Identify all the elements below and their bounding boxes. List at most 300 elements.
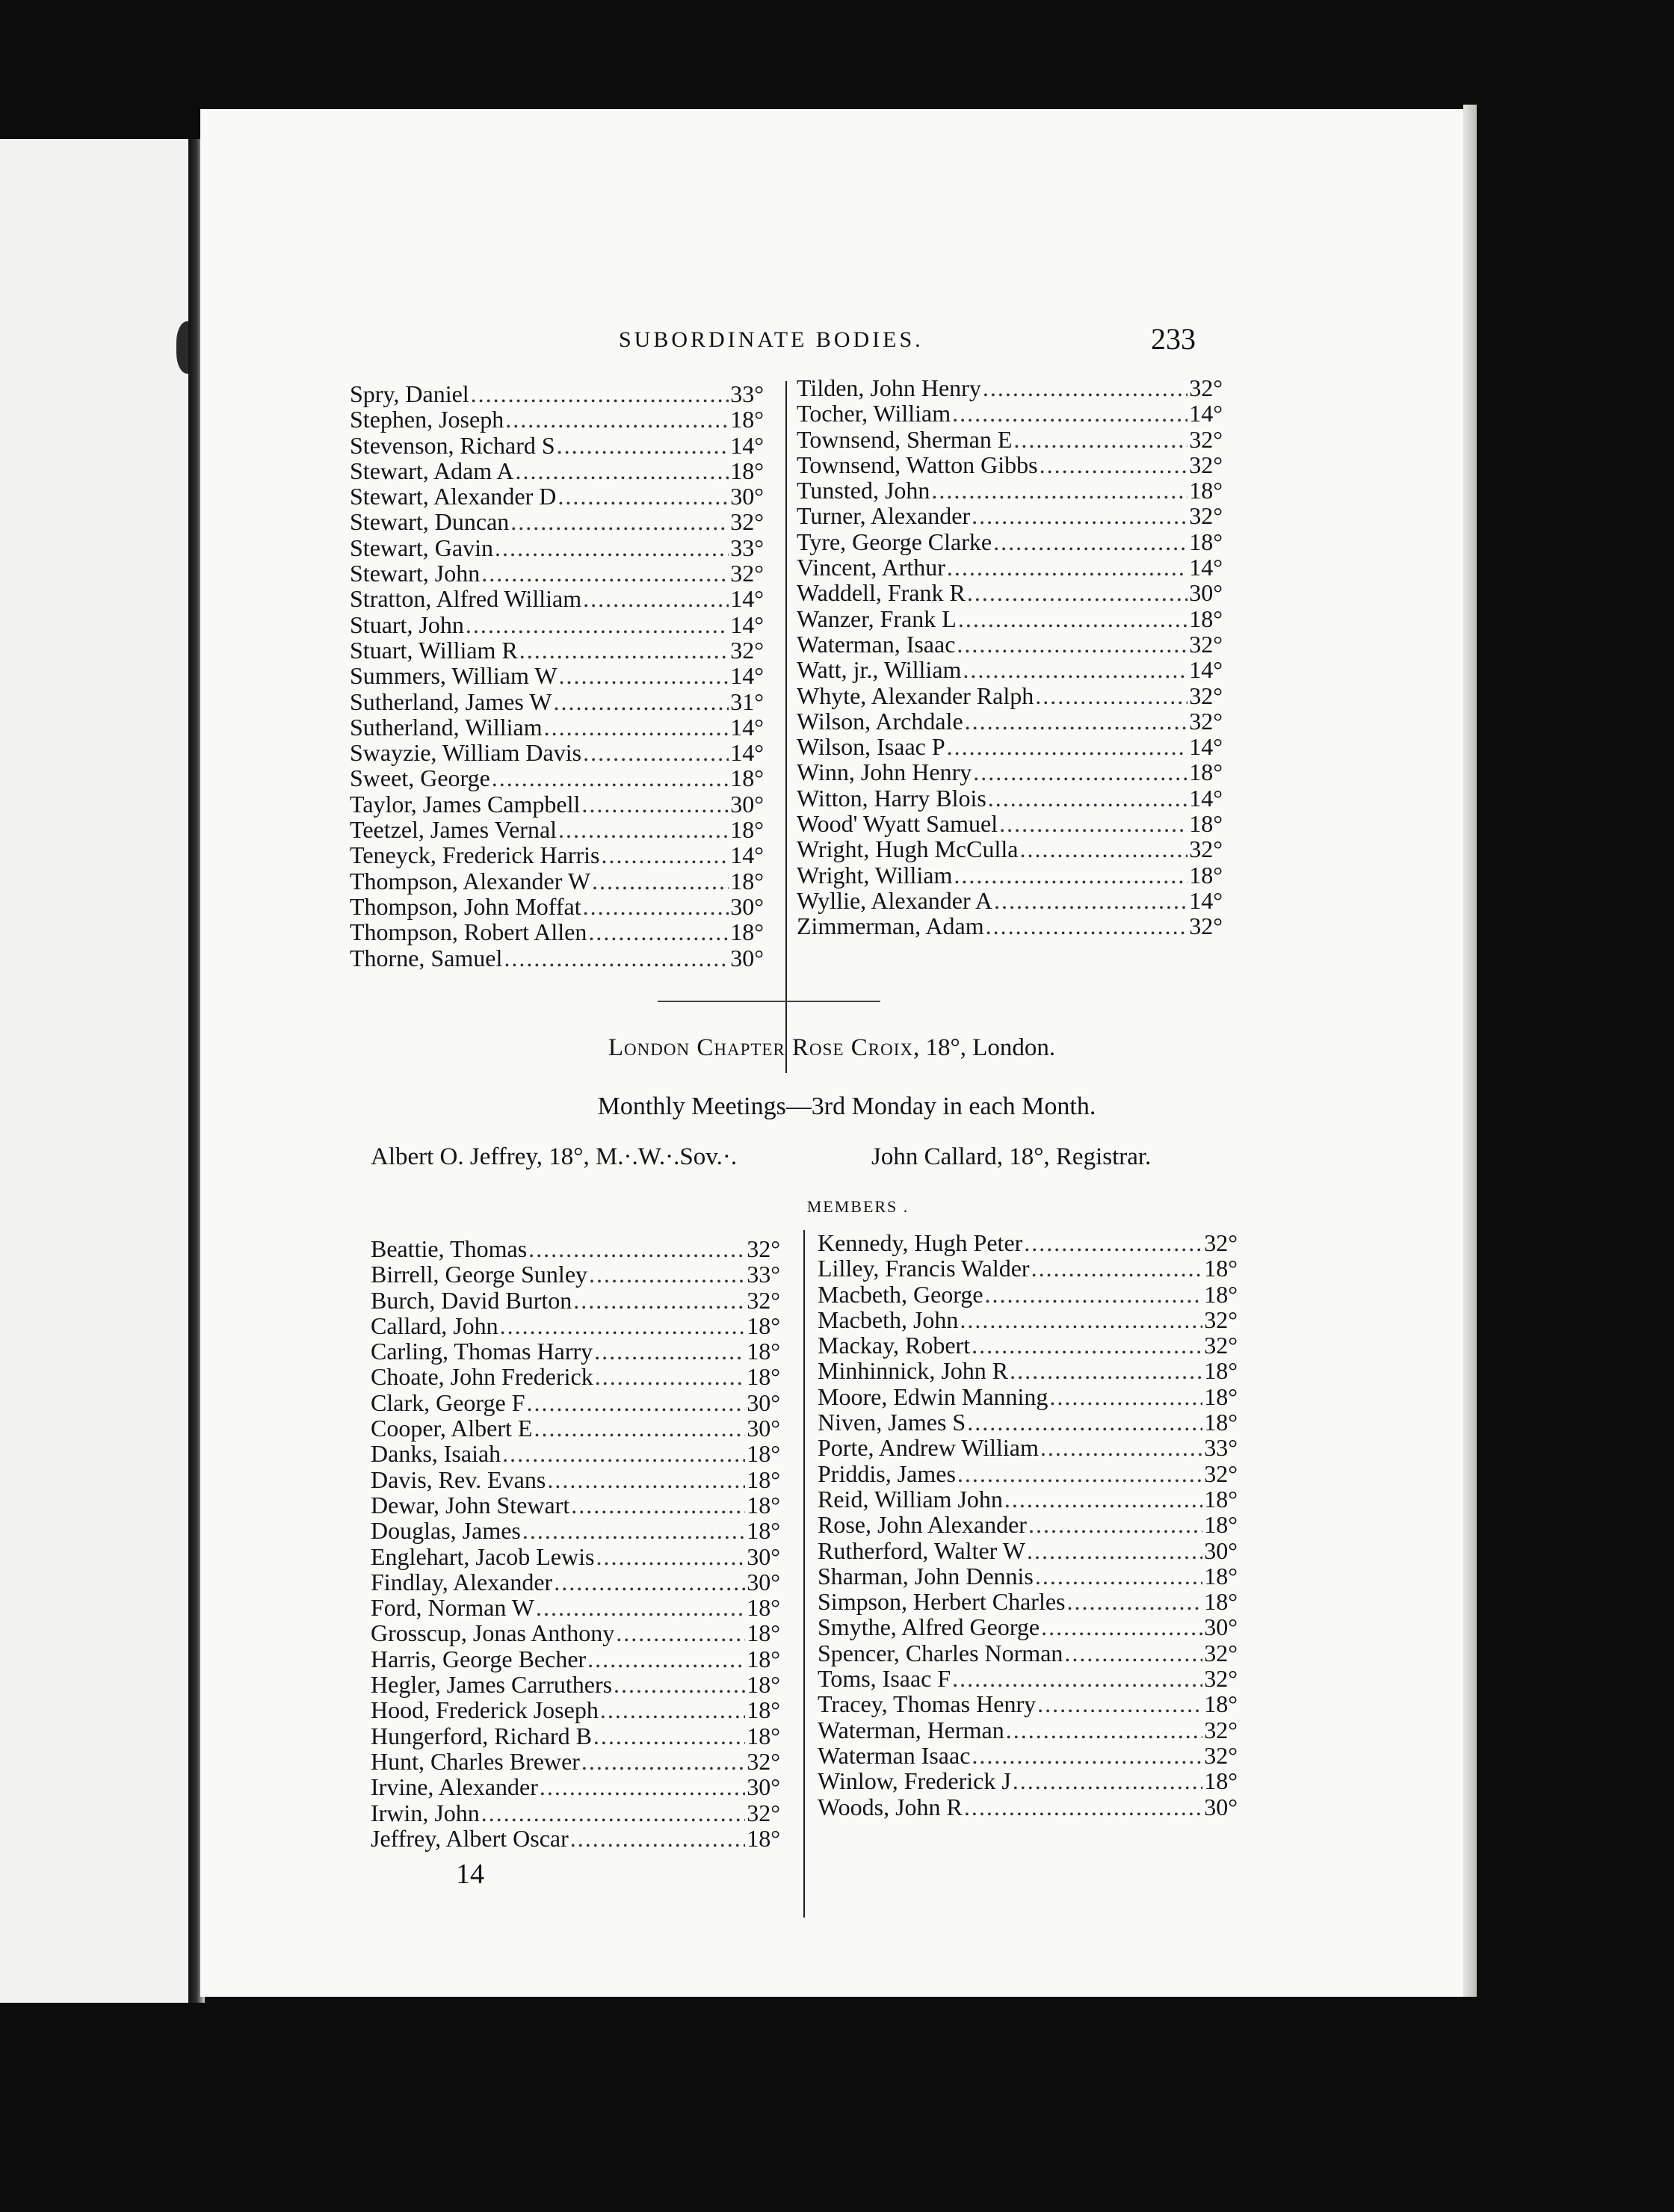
members-list-right [797, 375, 1223, 939]
chapter-degree-location: , 18°, London. [913, 1034, 1056, 1061]
member-entry [818, 1614, 1238, 1640]
member-degree: 30° [1204, 1536, 1238, 1564]
member-entry [818, 1461, 1238, 1486]
member-entry [818, 1794, 1238, 1820]
member-degree: 18° [730, 918, 764, 946]
member-entry [818, 1282, 1238, 1307]
member-degree: 30° [747, 1542, 780, 1570]
member-entry [818, 1538, 1238, 1563]
column-divider [803, 1230, 805, 1918]
dot-leader [581, 791, 729, 817]
dot-leader [958, 606, 1187, 631]
dot-leader [1040, 452, 1188, 478]
dot-leader [583, 740, 729, 765]
member-degree: 18° [747, 1696, 780, 1724]
member-degree: 18° [747, 1517, 780, 1545]
officer-registrar: John Callard, 18°, Registrar. [871, 1143, 1152, 1170]
member-entry [797, 683, 1223, 708]
member-entry [818, 1358, 1238, 1383]
member-degree: 14° [730, 841, 764, 869]
member-name: Priddis, James [818, 1459, 956, 1487]
dot-leader [957, 1461, 1202, 1486]
member-entry [371, 1672, 780, 1697]
member-name: Tracey, Thomas Henry [818, 1690, 1037, 1718]
dot-leader [595, 1364, 746, 1389]
member-entry [818, 1512, 1238, 1537]
member-degree: 18° [1189, 605, 1223, 632]
member-degree: 18° [730, 764, 764, 792]
member-entry [797, 862, 1223, 888]
dot-leader [1019, 836, 1187, 862]
member-entry [818, 1640, 1238, 1666]
dot-leader [558, 484, 729, 509]
dot-leader [519, 637, 729, 663]
member-entry [818, 1486, 1238, 1512]
member-name: Harris, George Becher [371, 1645, 587, 1672]
dot-leader [1027, 1538, 1202, 1563]
member-entry [797, 427, 1223, 452]
member-name: Macbeth, George [818, 1280, 983, 1308]
member-entry [818, 1589, 1238, 1614]
member-entry [797, 478, 1223, 503]
member-degree: 30° [747, 1388, 780, 1416]
member-degree: 32° [747, 1235, 780, 1262]
dot-leader [1041, 1614, 1202, 1640]
member-name: Stewart, John [350, 560, 481, 587]
dot-leader [581, 1749, 745, 1774]
dot-leader [967, 1409, 1202, 1435]
member-name: Hunt, Charles Brewer [371, 1747, 580, 1775]
member-entry [797, 759, 1223, 785]
member-entry [797, 503, 1223, 528]
member-degree: 18° [1204, 1409, 1238, 1436]
member-entry [818, 1743, 1238, 1768]
member-degree: 30° [747, 1568, 780, 1595]
member-degree: 32° [1189, 707, 1223, 735]
member-degree: 18° [1204, 1690, 1238, 1718]
member-name: Townsend, Sherman E [797, 425, 1013, 453]
member-degree: 18° [730, 457, 764, 484]
member-degree: 18° [747, 1491, 780, 1519]
member-entry [350, 535, 764, 560]
member-name: Reid, William John [818, 1485, 1003, 1513]
member-name: Winlow, Frederick J [818, 1767, 1011, 1795]
member-entry [350, 663, 764, 688]
member-name: Taylor, James Campbell [350, 790, 581, 818]
member-name: Irvine, Alexander [371, 1773, 538, 1801]
member-degree: 18° [1204, 1357, 1238, 1385]
member-name: Moore, Edwin Manning [818, 1382, 1048, 1410]
member-name: Grosscup, Jonas Anthony [371, 1619, 615, 1647]
member-entry [818, 1307, 1238, 1332]
dot-leader [972, 1332, 1202, 1358]
member-name: Thorne, Samuel [350, 944, 503, 971]
member-name: Kennedy, Hugh Peter [818, 1229, 1023, 1256]
member-degree: 18° [1189, 861, 1223, 889]
member-entry [350, 484, 764, 509]
member-name: Swayzie, William Davis [350, 739, 582, 767]
member-entry [797, 657, 1223, 682]
dot-leader [602, 842, 729, 868]
member-entry [371, 1826, 780, 1851]
member-name: Waterman Isaac [818, 1741, 971, 1769]
dot-leader [466, 612, 729, 637]
member-name: Thompson, Alexander W [350, 867, 591, 895]
member-degree: 18° [1204, 1485, 1238, 1513]
member-name: Simpson, Herbert Charles [818, 1588, 1066, 1616]
member-degree: 18° [1204, 1255, 1238, 1282]
member-name: Sharman, John Dennis [818, 1562, 1034, 1590]
member-degree: 32° [1189, 912, 1223, 940]
dot-leader [999, 811, 1187, 836]
member-entry [371, 1749, 780, 1774]
member-name: Stratton, Alfred William [350, 585, 582, 613]
dot-leader [972, 1743, 1202, 1768]
member-name: Whyte, Alexander Ralph [797, 682, 1034, 709]
member-degree: 32° [747, 1747, 780, 1775]
member-degree: 14° [1189, 733, 1223, 761]
member-name: Stevenson, Richard S [350, 431, 555, 459]
dot-leader [614, 1672, 745, 1697]
member-name: Woods, John R [818, 1793, 963, 1820]
member-degree: 32° [730, 560, 764, 587]
member-degree: 18° [747, 1645, 780, 1672]
signature-mark: 14 [456, 1859, 484, 1890]
member-degree: 18° [1189, 528, 1223, 555]
member-degree: 14° [730, 662, 764, 690]
dot-leader [1006, 1717, 1202, 1743]
member-entry [371, 1415, 780, 1441]
member-entry [350, 612, 764, 637]
member-name: Carling, Thomas Harry [371, 1338, 593, 1365]
member-name: Teneyck, Frederick Harris [350, 841, 600, 869]
member-degree: 14° [730, 585, 764, 613]
member-entry [818, 1255, 1238, 1281]
member-entry [797, 811, 1223, 836]
member-entry [797, 375, 1223, 401]
meeting-schedule: Monthly Meetings—3rd Monday in each Month. [597, 1093, 1096, 1120]
member-name: Spencer, Charles Norman [818, 1639, 1063, 1666]
member-entry [371, 1467, 780, 1492]
member-name: Jeffrey, Albert Oscar [371, 1824, 569, 1852]
dot-leader [522, 1518, 745, 1543]
member-entry [350, 509, 764, 534]
dot-leader [495, 535, 729, 560]
column-divider [785, 381, 787, 1073]
member-entry [818, 1563, 1238, 1589]
dot-leader [947, 734, 1188, 759]
member-name: Stephen, Joseph [350, 406, 504, 433]
member-entry [371, 1800, 780, 1826]
member-name: Dewar, John Stewart [371, 1491, 570, 1519]
member-entry [350, 919, 764, 945]
dot-leader [1010, 1358, 1202, 1383]
dot-leader [957, 631, 1187, 657]
member-name: Clark, George F [371, 1388, 525, 1416]
member-entry [797, 734, 1223, 759]
member-entry [797, 606, 1223, 631]
dot-leader [500, 1313, 746, 1338]
dot-leader [1013, 1768, 1202, 1794]
members-heading: MEMBERS . [806, 1197, 909, 1216]
member-entry [797, 580, 1223, 605]
dot-leader [1013, 427, 1187, 452]
member-entry [371, 1441, 780, 1466]
dot-leader [557, 433, 729, 458]
member-entry [371, 1595, 780, 1620]
member-degree: 18° [730, 867, 764, 895]
member-degree: 30° [730, 483, 764, 510]
dot-leader [988, 785, 1187, 811]
member-degree: 32° [1189, 835, 1223, 863]
dot-leader [571, 1492, 745, 1518]
member-entry [818, 1768, 1238, 1794]
member-degree: 32° [730, 508, 764, 536]
dot-leader [931, 478, 1187, 503]
member-entry [371, 1236, 780, 1261]
member-name: Winn, John Henry [797, 759, 972, 786]
member-entry [371, 1313, 780, 1338]
member-degree: 32° [1204, 1639, 1238, 1666]
member-degree: 32° [747, 1799, 780, 1826]
dot-leader [502, 1441, 745, 1466]
member-entry [350, 458, 764, 484]
member-name: Englehart, Jacob Lewis [371, 1542, 595, 1570]
dot-leader [994, 888, 1187, 913]
member-name: Zimmerman, Adam [797, 912, 984, 940]
member-degree: 33° [747, 1261, 780, 1288]
member-degree: 14° [730, 739, 764, 767]
member-degree: 14° [1189, 656, 1223, 684]
chapter-title [200, 1034, 1463, 1062]
member-degree: 18° [1189, 477, 1223, 504]
member-entry [371, 1646, 780, 1672]
member-name: Wood' Wyatt Samuel [797, 810, 998, 838]
member-name: Choate, John Frederick [371, 1363, 593, 1391]
member-entry [371, 1338, 780, 1364]
member-entry [818, 1717, 1238, 1743]
member-entry [350, 689, 764, 714]
member-entry [350, 381, 764, 407]
member-name: Waterman, Herman [818, 1716, 1004, 1743]
member-name: Wright, William [797, 861, 953, 889]
dot-leader [1031, 1255, 1203, 1281]
member-name: Callard, John [371, 1312, 498, 1339]
member-name: Wanzer, Frank L [797, 605, 957, 632]
officer-sovereign: Albert O. Jeffrey, 18°, M.·.W.·.Sov.·. [371, 1143, 738, 1170]
member-degree: 30° [730, 892, 764, 920]
member-degree: 32° [1204, 1665, 1238, 1693]
member-entry [350, 868, 764, 894]
member-degree: 32° [747, 1286, 780, 1314]
member-name: Hood, Frederick Joseph [371, 1696, 599, 1724]
member-name: Townsend, Watton Gibbs [797, 451, 1038, 478]
page-edge [1463, 105, 1477, 1997]
member-degree: 30° [1189, 579, 1223, 607]
member-degree: 30° [730, 944, 764, 971]
member-entry [797, 888, 1223, 913]
member-entry [797, 913, 1223, 939]
member-name: Minhinnick, John R [818, 1357, 1009, 1385]
dot-leader [1049, 1384, 1202, 1409]
member-entry [818, 1435, 1238, 1460]
member-degree: 32° [1189, 425, 1223, 453]
member-name: Spry, Daniel [350, 380, 469, 407]
member-entry [350, 586, 764, 611]
member-name: Danks, Isaiah [371, 1440, 501, 1468]
member-name: Porte, Andrew William [818, 1434, 1039, 1462]
member-name: Cooper, Albert E [371, 1415, 533, 1442]
dot-leader [954, 862, 1187, 888]
dot-leader [1024, 1230, 1202, 1255]
dot-leader [554, 1569, 745, 1595]
chapter-members-right [818, 1230, 1238, 1820]
member-entry [350, 842, 764, 868]
member-degree: 14° [730, 431, 764, 459]
member-entry [350, 945, 764, 971]
member-name: Wilson, Isaac P [797, 733, 945, 761]
running-title: SUBORDINATE BODIES. [619, 327, 924, 352]
member-name: Teetzel, James Vernal [350, 816, 558, 844]
dot-leader [559, 663, 729, 688]
dot-leader [471, 381, 729, 407]
member-name: Rutherford, Walter W [818, 1536, 1025, 1564]
members-list-left [350, 381, 764, 971]
member-entry [371, 1261, 780, 1287]
member-name: Wyllie, Alexander A [797, 886, 992, 914]
member-degree: 33° [730, 380, 764, 407]
dot-leader [481, 560, 729, 586]
member-degree: 32° [1204, 1332, 1238, 1359]
member-entry [350, 433, 764, 458]
member-name: Witton, Harry Blois [797, 784, 986, 812]
dot-leader [973, 759, 1187, 785]
member-entry [371, 1492, 780, 1518]
dot-leader [588, 919, 729, 945]
dot-leader [592, 868, 729, 894]
member-entry [371, 1723, 780, 1749]
member-entry [371, 1390, 780, 1415]
page-number: 233 [1151, 322, 1196, 356]
dot-leader [596, 1544, 745, 1569]
member-degree: 32° [1204, 1741, 1238, 1769]
member-entry [371, 1569, 780, 1595]
dot-leader [481, 1800, 745, 1826]
member-entry [350, 714, 764, 740]
member-degree: 33° [730, 534, 764, 561]
member-entry [818, 1384, 1238, 1409]
member-name: Rose, John Alexander [818, 1511, 1027, 1539]
member-name: Summers, William W [350, 662, 558, 690]
member-entry [818, 1409, 1238, 1435]
dot-leader [583, 586, 729, 611]
member-degree: 14° [1189, 400, 1223, 427]
member-name: Tocher, William [797, 400, 951, 427]
member-entry [350, 817, 764, 842]
dot-leader [985, 1282, 1203, 1307]
dot-leader [963, 657, 1187, 682]
member-name: Vincent, Arthur [797, 554, 945, 581]
dot-leader [952, 401, 1187, 426]
member-degree: 32° [730, 636, 764, 664]
member-entry [350, 740, 764, 765]
member-degree: 18° [747, 1722, 780, 1749]
member-name: Tilden, John Henry [797, 374, 981, 401]
member-entry [797, 785, 1223, 811]
member-name: Sutherland, William [350, 713, 543, 741]
member-degree: 18° [1204, 1511, 1238, 1539]
member-name: Sutherland, James W [350, 688, 552, 715]
dot-leader [972, 503, 1187, 528]
dot-leader [505, 407, 729, 432]
member-name: Smythe, Alfred George [818, 1613, 1040, 1641]
dot-leader [553, 689, 729, 714]
member-name: Mackay, Robert [818, 1332, 971, 1359]
dot-leader [526, 1390, 745, 1415]
member-entry [371, 1518, 780, 1543]
member-degree: 30° [730, 790, 764, 818]
member-name: Burch, David Burton [371, 1286, 572, 1314]
member-entry [818, 1230, 1238, 1255]
chapter-name: London Chapter Rose Croix [608, 1034, 913, 1061]
dot-leader [1028, 1512, 1202, 1537]
member-degree: 18° [747, 1440, 780, 1468]
member-entry [350, 637, 764, 663]
member-name: Wilson, Archdale [797, 707, 963, 735]
member-name: Findlay, Alexander [371, 1568, 553, 1595]
dot-leader [504, 945, 729, 971]
member-name: Tyre, George Clarke [797, 528, 992, 555]
dot-leader [993, 529, 1187, 554]
member-degree: 18° [747, 1671, 780, 1699]
member-entry [350, 560, 764, 586]
dot-leader [536, 1595, 745, 1620]
dot-leader [1037, 1691, 1202, 1717]
member-degree: 18° [747, 1465, 780, 1493]
member-entry [797, 836, 1223, 862]
member-entry [797, 529, 1223, 554]
member-degree: 18° [747, 1338, 780, 1365]
member-degree: 30° [1204, 1793, 1238, 1820]
member-name: Stewart, Duncan [350, 508, 510, 536]
member-entry [818, 1332, 1238, 1358]
dot-leader [1035, 683, 1187, 708]
member-degree: 18° [1204, 1767, 1238, 1795]
dot-leader [983, 375, 1187, 401]
member-name: Davis, Rev. Evans [371, 1465, 546, 1493]
member-degree: 14° [1189, 886, 1223, 914]
member-degree: 18° [1204, 1588, 1238, 1616]
member-degree: 32° [1204, 1229, 1238, 1256]
dot-leader [967, 580, 1187, 605]
member-degree: 18° [747, 1312, 780, 1339]
member-degree: 14° [1189, 784, 1223, 812]
member-entry [371, 1288, 780, 1313]
member-degree: 31° [730, 688, 764, 715]
member-degree: 18° [730, 406, 764, 433]
member-name: Wright, Hugh McCulla [797, 835, 1019, 863]
member-degree: 18° [747, 1824, 780, 1852]
member-name: Waddell, Frank R [797, 579, 966, 607]
member-entry [797, 554, 1223, 580]
dot-leader [594, 1338, 745, 1364]
member-degree: 32° [1189, 682, 1223, 709]
member-name: Stewart, Gavin [350, 534, 493, 561]
member-name: Thompson, Robert Allen [350, 918, 587, 946]
dot-leader [616, 1620, 745, 1646]
member-degree: 18° [1189, 759, 1223, 786]
member-name: Watt, jr., William [797, 656, 962, 684]
